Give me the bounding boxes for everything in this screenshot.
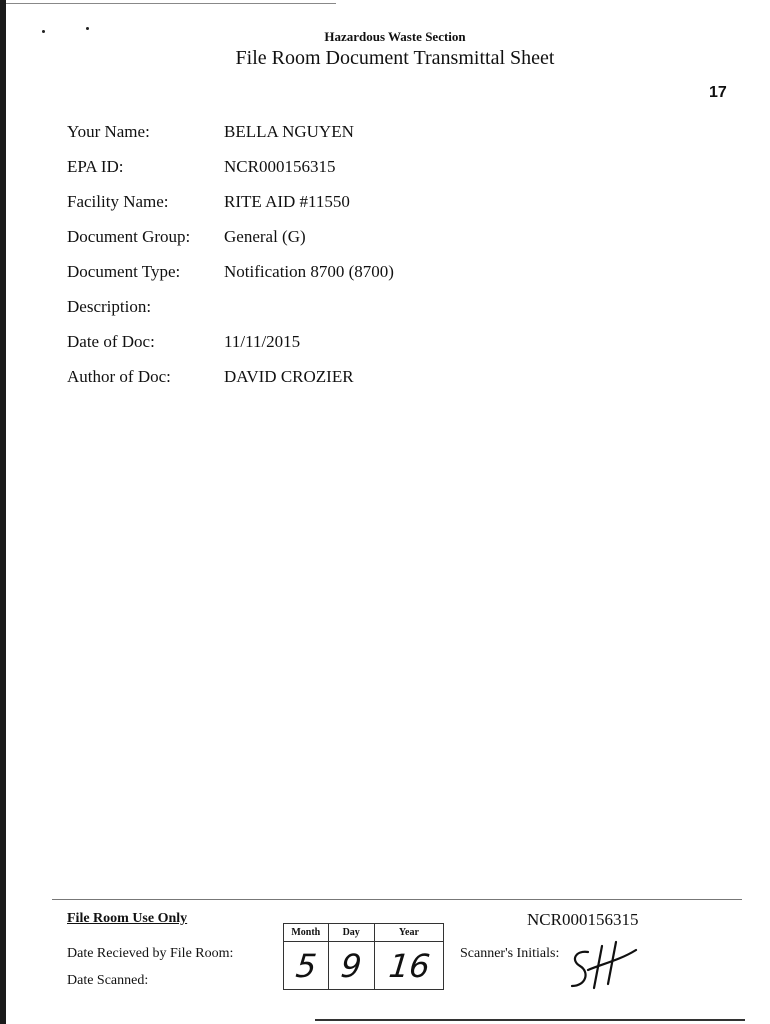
footer-epa-id: NCR000156315 [527, 910, 639, 929]
date-received-label: Date Recieved by File Room: [67, 946, 234, 961]
day-cell [328, 942, 374, 990]
field-label: Facility Name: [67, 192, 169, 211]
handwritten-year: 16 [386, 946, 432, 985]
field-value: Notification 8700 (8700) [224, 262, 394, 281]
scanner-initials-signature [566, 940, 638, 994]
field-label: Date of Doc: [67, 332, 155, 351]
field-value: DAVID CROZIER [224, 367, 354, 386]
scan-line-top [6, 3, 336, 4]
field-value: 11/11/2015 [224, 332, 301, 351]
field-value: BELLA NGUYEN [224, 122, 354, 141]
year-header: Year [374, 924, 443, 942]
date-grid [283, 923, 444, 990]
month-header: Month [284, 924, 329, 942]
field-value: RITE AID #11550 [224, 192, 350, 211]
year-cell [374, 942, 443, 990]
field-value: General (G) [224, 227, 306, 246]
field-label: Your Name: [67, 122, 150, 141]
scan-line-bottom [315, 1019, 745, 1021]
field-label: Document Type: [67, 262, 181, 281]
date-scanned-label: Date Scanned: [67, 973, 149, 988]
scan-edge-left [0, 0, 6, 1024]
month-cell [284, 942, 329, 990]
handwritten-month: 5 [293, 946, 318, 985]
handwritten-day: 9 [339, 946, 364, 985]
field-value: NCR000156315 [224, 157, 336, 176]
document-title: File Room Document Transmittal Sheet [235, 47, 555, 69]
footer-divider [52, 899, 742, 900]
page-number: 17 [709, 84, 727, 101]
field-label: Document Group: [67, 227, 191, 246]
field-label: Author of Doc: [67, 367, 171, 386]
day-header: Day [328, 924, 374, 942]
file-room-heading: File Room Use Only [67, 911, 188, 926]
field-label: EPA ID: [67, 157, 124, 176]
field-label: Description: [67, 297, 152, 316]
section-label: Hazardous Waste Section [324, 29, 466, 44]
scanner-initials-label: Scanner's Initials: [460, 946, 560, 961]
